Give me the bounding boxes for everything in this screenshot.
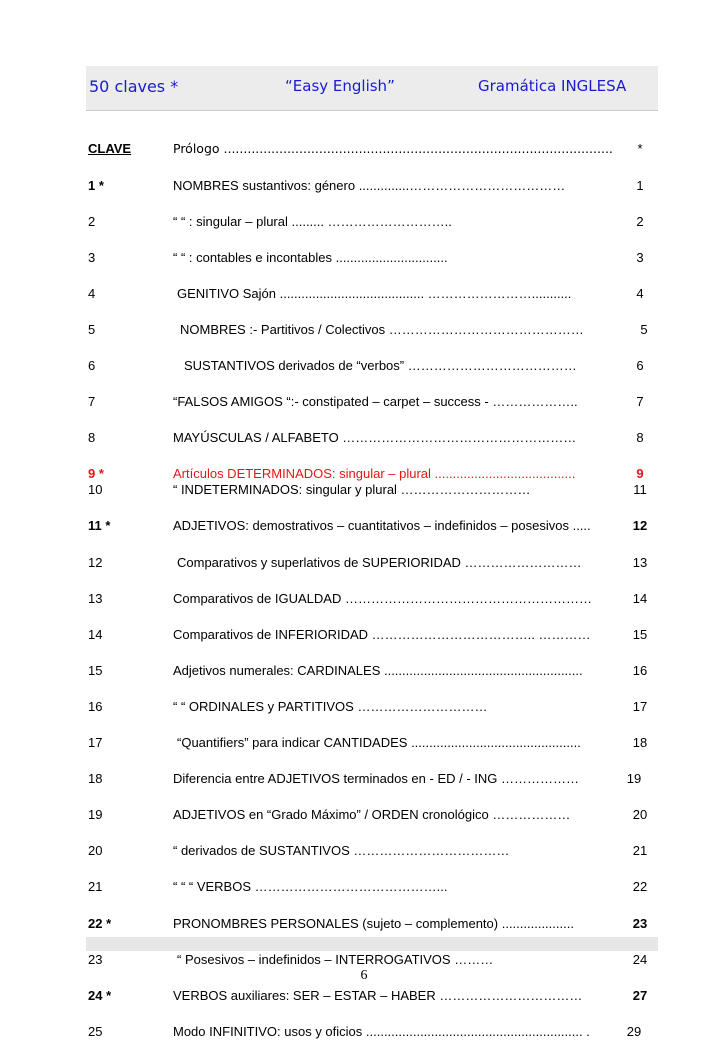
toc-title: Diferencia entre ADJETIVOS terminados en - ED / - ING ……………… — [173, 771, 580, 786]
toc-row — [88, 769, 660, 789]
toc-page: 7 — [636, 394, 644, 409]
footer-divider — [86, 937, 658, 951]
toc-row — [88, 139, 660, 159]
toc-page: 21 — [632, 843, 648, 858]
toc-page: 17 — [632, 699, 648, 714]
toc-number: 10 — [88, 482, 103, 497]
toc-number: 23 — [88, 952, 103, 967]
toc-title: “Quantifiers” para indicar CANTIDADES ............................................... — [177, 735, 581, 750]
toc-title: “ “ ORDINALES y PARTITIVOS ………………………… — [173, 699, 488, 714]
toc-row — [88, 697, 660, 717]
toc-page: 18 — [632, 735, 648, 750]
toc-row — [88, 661, 660, 681]
toc-page: 14 — [632, 591, 648, 606]
toc-page: 19 — [626, 771, 642, 786]
toc-page: 4 — [636, 286, 644, 301]
toc-page: 8 — [636, 430, 644, 445]
toc-title: “ “ “ VERBOS ……………………………………... — [173, 879, 448, 894]
toc-row — [88, 480, 660, 500]
toc-number: 7 — [88, 394, 96, 409]
toc-page: * — [637, 141, 643, 156]
toc-title: Artículos DETERMINADOS: singular – plural ....................................... — [173, 466, 576, 481]
toc-number: 12 — [88, 555, 103, 570]
toc-title: Prólogo .................................................................................................. — [173, 141, 613, 156]
toc-number: 13 — [88, 591, 103, 606]
page-header — [86, 66, 658, 111]
toc-page: 12 — [632, 518, 648, 533]
toc-page: 16 — [632, 663, 648, 678]
toc-page: 6 — [636, 358, 644, 373]
toc-title: ADJETIVOS en “Grado Máximo” / ORDEN cronológico ……………… — [173, 807, 571, 822]
toc-number: 4 — [88, 286, 96, 301]
toc-title: PRONOMBRES PERSONALES (sujeto – complemento) .................... — [173, 916, 574, 931]
toc-row — [88, 428, 660, 448]
toc-title: Modo INFINITIVO: usos y oficios ............................................................ . — [173, 1024, 590, 1039]
toc-title: Adjetivos numerales: CARDINALES ....................................................... — [173, 663, 583, 678]
toc-number: CLAVE — [88, 141, 132, 156]
toc-title: “ Posesivos – indefinidos – INTERROGATIVOS ……… — [177, 952, 494, 967]
toc-number: 3 — [88, 250, 96, 265]
toc-page: 20 — [632, 807, 648, 822]
toc-number: 22 * — [88, 916, 112, 931]
toc-title: NOMBRES :- Partitivos / Colectivos ……………………………………… — [180, 322, 584, 337]
toc-number: 24 * — [88, 988, 112, 1003]
toc-row — [88, 320, 660, 340]
toc-page: 27 — [632, 988, 648, 1003]
toc-row — [88, 733, 660, 753]
toc-page: 5 — [640, 322, 648, 337]
toc-page: 29 — [626, 1024, 642, 1039]
toc-title: NOMBRES sustantivos: género ..............……………………………… — [173, 178, 566, 193]
toc-row — [88, 176, 660, 196]
toc-row — [88, 553, 660, 573]
header-right: Gramática INGLESA — [478, 77, 627, 95]
toc-number: 8 — [88, 430, 96, 445]
toc-number: 2 — [88, 214, 96, 229]
toc-row — [88, 248, 660, 268]
toc-page: 13 — [632, 555, 648, 570]
toc-number: 21 — [88, 879, 103, 894]
toc-row — [88, 914, 660, 934]
toc-page: 24 — [632, 952, 648, 967]
toc-number: 6 — [88, 358, 96, 373]
header-middle: “Easy English” — [285, 77, 395, 95]
toc-number: 19 — [88, 807, 103, 822]
toc-title: “ INDETERMINADOS: singular y plural ………………………… — [173, 482, 531, 497]
toc-number: 25 — [88, 1024, 103, 1039]
toc-row — [88, 625, 660, 645]
toc-page: 3 — [636, 250, 644, 265]
toc-page: 1 — [636, 178, 644, 193]
toc-page: 23 — [632, 916, 648, 931]
toc-row — [88, 877, 660, 897]
toc-row — [88, 841, 660, 861]
toc-title: “ “ : singular – plural ......... ……………………….. — [173, 214, 452, 229]
toc-title: MAYÚSCULAS / ALFABETO ……………………………………………… — [173, 430, 577, 445]
toc-row — [88, 284, 660, 304]
toc-row — [88, 805, 660, 825]
toc-title: Comparativos y superlativos de SUPERIORIDAD ……………………… — [177, 555, 582, 570]
toc-title: “FALSOS AMIGOS “:- constipated – carpet – success - ……………….. — [173, 394, 578, 409]
toc-row — [88, 212, 660, 232]
toc-title: Comparativos de INFERIORIDAD ……………………………….. ………… — [173, 627, 591, 642]
toc-title: VERBOS auxiliares: SER – ESTAR – HABER …………………………… — [173, 988, 583, 1003]
toc-row — [88, 589, 660, 609]
toc-title: Comparativos de IGUALDAD ………………………………………………… — [173, 591, 592, 606]
toc-page: 11 — [633, 482, 647, 497]
toc-number: 18 — [88, 771, 103, 786]
toc-page: 2 — [636, 214, 644, 229]
toc-row — [88, 986, 660, 1006]
toc-number: 16 — [88, 699, 103, 714]
toc-number: 15 — [88, 663, 103, 678]
toc-row — [88, 392, 660, 412]
toc-number: 9 * — [88, 466, 104, 481]
header-left: 50 claves * — [89, 77, 179, 96]
toc-row — [88, 950, 660, 970]
toc-number: 11 * — [88, 518, 111, 533]
toc-title: ADJETIVOS: demostrativos – cuantitativos – indefinidos – posesivos ..... — [173, 518, 591, 533]
toc-number: 17 — [88, 735, 103, 750]
toc-title: “ derivados de SUSTANTIVOS ……………………………… — [173, 843, 510, 858]
toc-number: 14 — [88, 627, 103, 642]
toc-number: 1 * — [88, 178, 104, 193]
toc-title: SUSTANTIVOS derivados de “verbos” ………………………………… — [184, 358, 577, 373]
toc-page: 15 — [632, 627, 648, 642]
toc-row — [88, 356, 660, 376]
toc-title: “ “ : contables e incontables ............................... — [173, 250, 448, 265]
page-number: 6 — [360, 968, 368, 983]
toc-page: 22 — [632, 879, 648, 894]
toc-title: GENITIVO Sajón ........................................ ……………………........... — [177, 286, 572, 301]
toc-row — [88, 516, 660, 536]
toc-number: 5 — [88, 322, 96, 337]
toc-row — [88, 1022, 660, 1042]
toc-page: 9 — [636, 466, 644, 481]
toc-number: 20 — [88, 843, 103, 858]
